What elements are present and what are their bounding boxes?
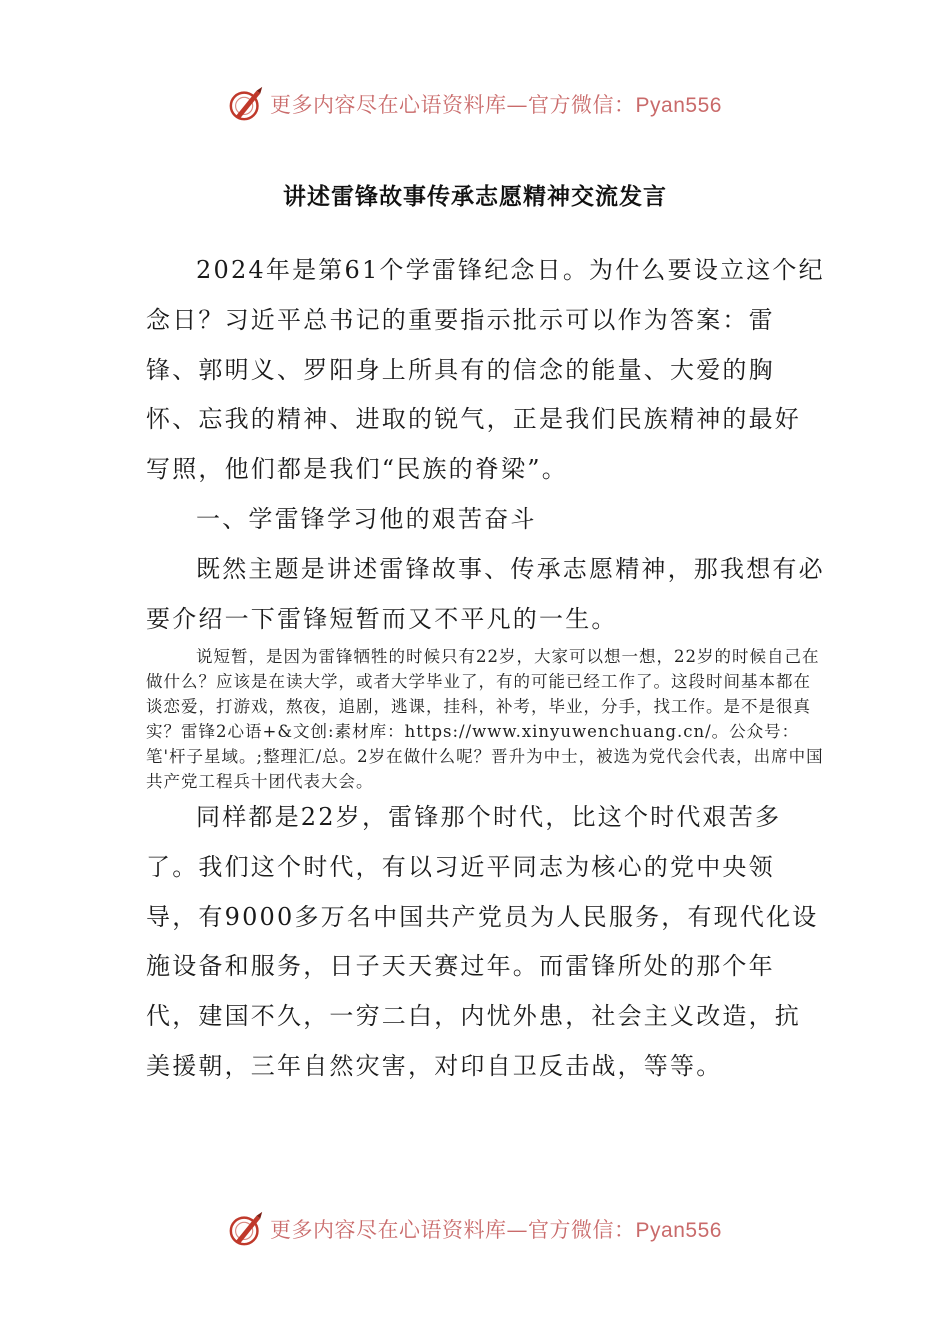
header-banner-text: 更多内容尽在心语资料库—官方微信：Pyan556 [270, 93, 722, 117]
footer-banner [0, 1207, 950, 1251]
document-title: 讲述雷锋故事传承志愿精神交流发言 [283, 183, 667, 210]
header-banner [0, 82, 950, 126]
intro-paragraph: 2024年是第61个学雷锋纪念日。为什么要设立这个纪念日？习近平总书记的重要指示批示可以作为答案：雷锋、郭明义、罗阳身上所具有的信念的能量、大爱的胸怀、忘我的精神、进取的锐气，正是我们民族精神的最好写照，他们都是我们“民族的脊梁”。 [146, 256, 825, 484]
pen-logo-icon [228, 1210, 266, 1248]
section-heading: 一、学雷锋学习他的艰苦奋斗 [196, 504, 537, 533]
footer-banner-text: 更多内容尽在心语资料库—官方微信：Pyan556 [270, 1218, 722, 1242]
pen-logo-icon [228, 85, 266, 123]
small-text-block [146, 644, 828, 794]
header-wechat-id: Pyan556 [635, 94, 722, 117]
footer-wechat-id: Pyan556 [635, 1219, 722, 1242]
section-paragraph: 既然主题是讲述雷锋故事、传承志愿精神，那我想有必要介绍一下雷锋短暂而又不平凡的一生。 [146, 554, 825, 633]
closing-paragraph: 同样都是22岁，雷锋那个时代，比这个时代艰苦多了。我们这个时代，有以习近平同志为核心的党中央领导，有9000多万名中国共产党员为人民服务，有现代化设施设备和服务，日子天天赛过年。而雷锋所处的那个年代，建国不久，一穷二白，内忧外患，社会主义改造，抗美援朝，三年自然灾害，对印自卫反击战，等等。 [146, 803, 819, 1080]
document-body-lower [146, 793, 826, 1092]
document-body-upper [146, 246, 826, 644]
small-paragraph: 说短暂，是因为雷锋牺牲的时候只有22岁，大家可以想一想，22岁的时候自己在做什么？应该是在读大学，或者大学毕业了，有的可能已经工作了。这段时间基本都在谈恋爱，打游戏，熬夜，追剧，逃课，挂科，补考，毕业，分手，找工作。是不是很真实？雷锋2心语+&文创:素材库：https://www.xinyuwenchuang.cn/。公众号：笔'杆子星域。;整理汇/总。2岁在做什么呢？晋升为中士，被选为党代会代表，出席中国共产党工程兵十团代表大会。 [146, 647, 824, 791]
